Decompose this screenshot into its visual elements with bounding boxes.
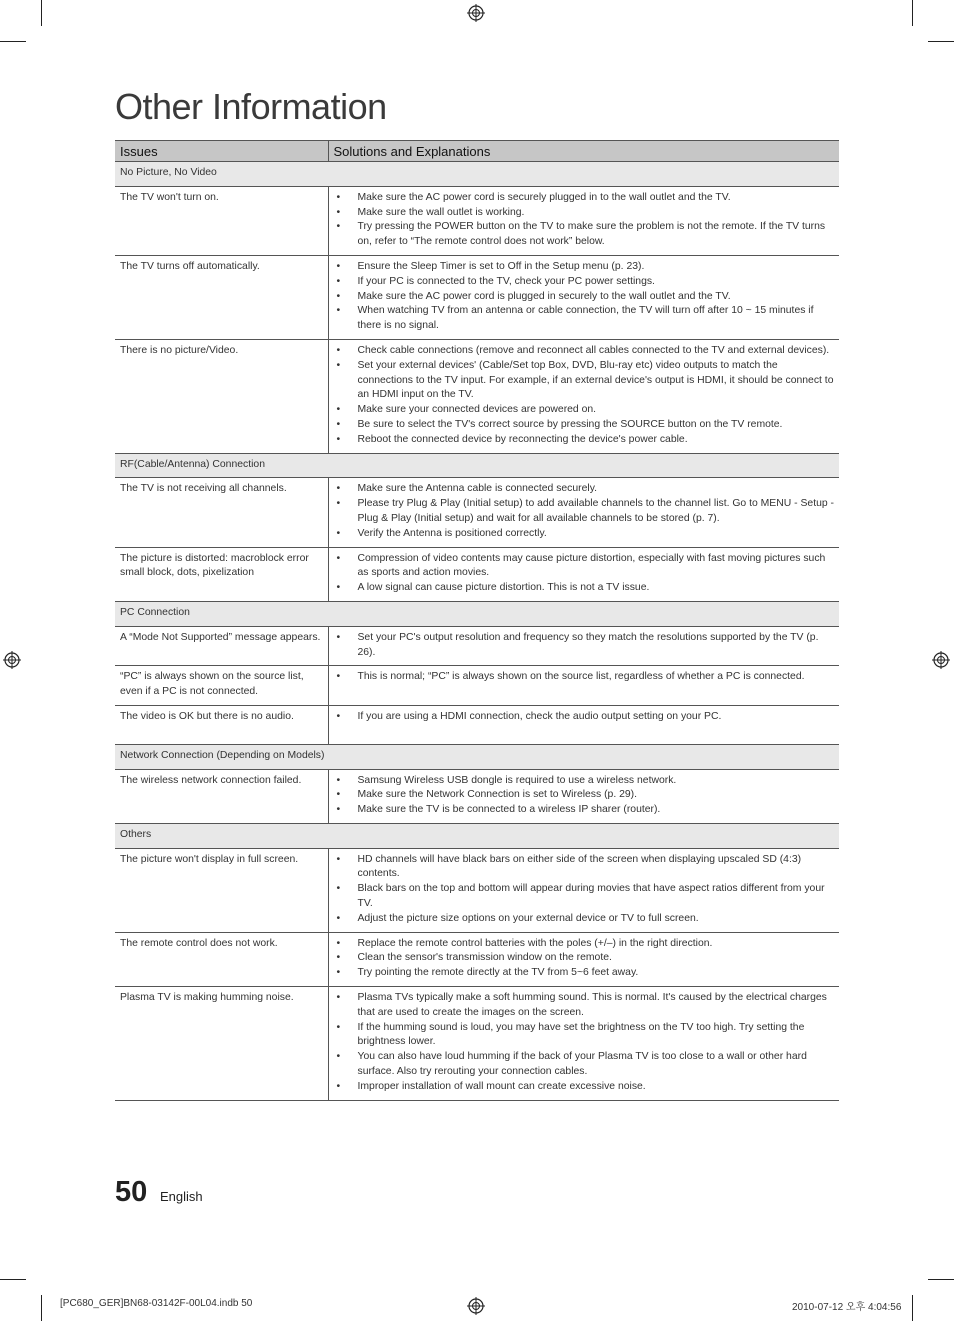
solution-item: • Reboot the connected device by reconnecting the device's power cable. bbox=[358, 433, 835, 448]
table-body bbox=[115, 162, 839, 1101]
table-row bbox=[115, 705, 839, 744]
table-row bbox=[115, 987, 839, 1101]
solution-item: • Compression of video contents may cause picture distortion, especially with fast moving pictures such as sports and action movies. bbox=[358, 552, 835, 582]
troubleshooting-table bbox=[115, 140, 839, 1101]
solution-item: • Plasma TVs typically make a soft humming sound. This is normal. It's caused by the electrical charges that are used to create the images on the screen. bbox=[358, 991, 835, 1021]
issue-cell: Plasma TV is making humming noise. bbox=[115, 987, 328, 1101]
page-number: 50 bbox=[115, 1176, 148, 1208]
solution-cell bbox=[328, 547, 839, 601]
solution-cell bbox=[328, 932, 839, 986]
section-row bbox=[115, 744, 839, 769]
issue-cell: The picture is distorted: macroblock error small block, dots, pixelization bbox=[115, 547, 328, 601]
solution-item: • Make sure the wall outlet is working. bbox=[358, 206, 835, 221]
table-row bbox=[115, 478, 839, 547]
solution-item: • Make sure the TV is be connected to a wireless IP sharer (router). bbox=[358, 803, 835, 818]
solution-item: • This is normal; “PC” is always shown on the source list, regardless of whether a PC is connected. bbox=[358, 670, 835, 685]
issue-cell: There is no picture/Video. bbox=[115, 339, 328, 453]
solution-cell bbox=[328, 848, 839, 932]
solution-cell bbox=[328, 339, 839, 453]
solution-item: • Try pointing the remote directly at the TV from 5~6 feet away. bbox=[358, 966, 835, 981]
crop-mark bbox=[41, 1295, 42, 1321]
section-row bbox=[115, 823, 839, 848]
registration-mark-icon bbox=[467, 1297, 485, 1315]
page-title: Other Information bbox=[115, 86, 387, 127]
solution-item: • If your PC is connected to the TV, check your PC power settings. bbox=[358, 275, 835, 290]
solution-item: • Samsung Wireless USB dongle is required to use a wireless network. bbox=[358, 774, 835, 789]
print-timestamp: 2010-07-12 오후 4:04:56 bbox=[792, 1302, 902, 1313]
solution-item: • You can also have loud humming if the back of your Plasma TV is too close to a wall or other hard surface. Also try rerouting your connection cables. bbox=[358, 1050, 835, 1080]
solution-item: • Replace the remote control batteries with the poles (+/–) in the right direction. bbox=[358, 937, 835, 952]
solution-list bbox=[334, 482, 835, 541]
solution-cell bbox=[328, 666, 839, 706]
solution-item: • When watching TV from an antenna or cable connection, the TV will turn off after 10 ~ 15 minutes if there is no signal. bbox=[358, 304, 835, 334]
table-row bbox=[115, 626, 839, 666]
solution-item: • Try pressing the POWER button on the TV to make sure the problem is not the remote. If the TV turns on, refer to “The remote control does not work” below. bbox=[358, 220, 835, 250]
solution-item: • If the humming sound is loud, you may have set the brightness on the TV too high. Try setting the brightness lower. bbox=[358, 1021, 835, 1051]
solution-cell bbox=[328, 987, 839, 1101]
table-header-row bbox=[115, 141, 839, 162]
issue-cell: The remote control does not work. bbox=[115, 932, 328, 986]
issue-cell: The TV turns off automatically. bbox=[115, 255, 328, 339]
column-header-issues: Issues bbox=[115, 141, 328, 162]
solution-list bbox=[334, 552, 835, 596]
solution-item: • Make sure the AC power cord is plugged in securely to the wall outlet and the TV. bbox=[358, 290, 835, 305]
solution-item: • A low signal can cause picture distortion. This is not a TV issue. bbox=[358, 581, 835, 596]
solution-item: • Adjust the picture size options on your external device or TV to full screen. bbox=[358, 912, 835, 927]
issue-cell: The TV is not receiving all channels. bbox=[115, 478, 328, 547]
solution-list bbox=[334, 853, 835, 927]
table-row bbox=[115, 255, 839, 339]
section-row bbox=[115, 162, 839, 187]
solution-item: • Check cable connections (remove and reconnect all cables connected to the TV and external devices). bbox=[358, 344, 835, 359]
table-row bbox=[115, 932, 839, 986]
solution-item: • Black bars on the top and bottom will appear during movies that have aspect ratios different from your TV. bbox=[358, 882, 835, 912]
solution-cell bbox=[328, 705, 839, 744]
crop-mark bbox=[912, 0, 913, 26]
solution-list bbox=[334, 191, 835, 250]
solution-item: • Set your PC's output resolution and frequency so they match the resolutions supported by the TV (p. 26). bbox=[358, 631, 835, 661]
solution-item: • Ensure the Sleep Timer is set to Off in the Setup menu (p. 23). bbox=[358, 260, 835, 275]
section-label: PC Connection bbox=[115, 601, 839, 626]
solution-list bbox=[334, 260, 835, 334]
registration-mark-icon bbox=[3, 651, 21, 669]
crop-mark bbox=[928, 41, 954, 42]
table-row bbox=[115, 186, 839, 255]
table-row bbox=[115, 848, 839, 932]
print-file-info: [PC680_GER]BN68-03142F-00L04.indb 50 bbox=[60, 1298, 253, 1309]
solution-item: • Make sure your connected devices are powered on. bbox=[358, 403, 835, 418]
solution-list bbox=[334, 344, 835, 448]
solution-item: • If you are using a HDMI connection, check the audio output setting on your PC. bbox=[358, 710, 835, 725]
solution-cell bbox=[328, 478, 839, 547]
registration-mark-icon bbox=[932, 651, 950, 669]
table-row bbox=[115, 666, 839, 706]
column-header-solutions: Solutions and Explanations bbox=[328, 141, 839, 162]
solution-item: • Make sure the Antenna cable is connected securely. bbox=[358, 482, 835, 497]
solution-list bbox=[334, 631, 835, 661]
crop-mark bbox=[0, 1279, 26, 1280]
issue-cell: The video is OK but there is no audio. bbox=[115, 705, 328, 744]
solution-item: • Make sure the Network Connection is set to Wireless (p. 29). bbox=[358, 788, 835, 803]
solution-item: • Verify the Antenna is positioned correctly. bbox=[358, 527, 835, 542]
solution-cell bbox=[328, 626, 839, 666]
solution-item: • Clean the sensor's transmission window on the remote. bbox=[358, 951, 835, 966]
solution-cell bbox=[328, 186, 839, 255]
solution-list bbox=[334, 774, 835, 818]
issue-cell: The TV won't turn on. bbox=[115, 186, 328, 255]
table-row bbox=[115, 769, 839, 823]
section-row bbox=[115, 453, 839, 478]
solution-cell bbox=[328, 255, 839, 339]
issue-cell: The wireless network connection failed. bbox=[115, 769, 328, 823]
solution-item: • HD channels will have black bars on either side of the screen when displaying upscaled SD (4:3) contents. bbox=[358, 853, 835, 883]
section-row bbox=[115, 601, 839, 626]
language-label: English bbox=[160, 1189, 203, 1204]
table-row bbox=[115, 339, 839, 453]
issue-cell: The picture won't display in full screen. bbox=[115, 848, 328, 932]
issue-cell: “PC” is always shown on the source list, even if a PC is not connected. bbox=[115, 666, 328, 706]
crop-mark bbox=[0, 41, 26, 42]
issue-cell: A “Mode Not Supported” message appears. bbox=[115, 626, 328, 666]
solution-list bbox=[334, 710, 835, 725]
crop-mark bbox=[912, 1295, 913, 1321]
solution-item: • Be sure to select the TV's correct source by pressing the SOURCE button on the TV remote. bbox=[358, 418, 835, 433]
section-label: Network Connection (Depending on Models) bbox=[115, 744, 839, 769]
section-label: RF(Cable/Antenna) Connection bbox=[115, 453, 839, 478]
solution-item: • Set your external devices' (Cable/Set top Box, DVD, Blu-ray etc) video outputs to match the connections to the TV input. For example, if an external device's output is HDMI, it should be connect to an HDMI input on the TV. bbox=[358, 359, 835, 403]
solution-list bbox=[334, 937, 835, 981]
section-label: Others bbox=[115, 823, 839, 848]
solution-item: • Please try Plug & Play (Initial setup) to add available channels to the channel list. Go to MENU - Setup - Plug & Play (Initial setup) and wait for all available channels to be stored (p. 7). bbox=[358, 497, 835, 527]
solution-list bbox=[334, 991, 835, 1095]
registration-mark-icon bbox=[467, 4, 485, 22]
crop-mark bbox=[928, 1279, 954, 1280]
solution-item: • Make sure the AC power cord is securely plugged in to the wall outlet and the TV. bbox=[358, 191, 835, 206]
table-row bbox=[115, 547, 839, 601]
section-label: No Picture, No Video bbox=[115, 162, 839, 187]
crop-mark bbox=[41, 0, 42, 26]
solution-cell bbox=[328, 769, 839, 823]
solution-item: • Improper installation of wall mount can create excessive noise. bbox=[358, 1080, 835, 1095]
solution-list bbox=[334, 670, 835, 685]
